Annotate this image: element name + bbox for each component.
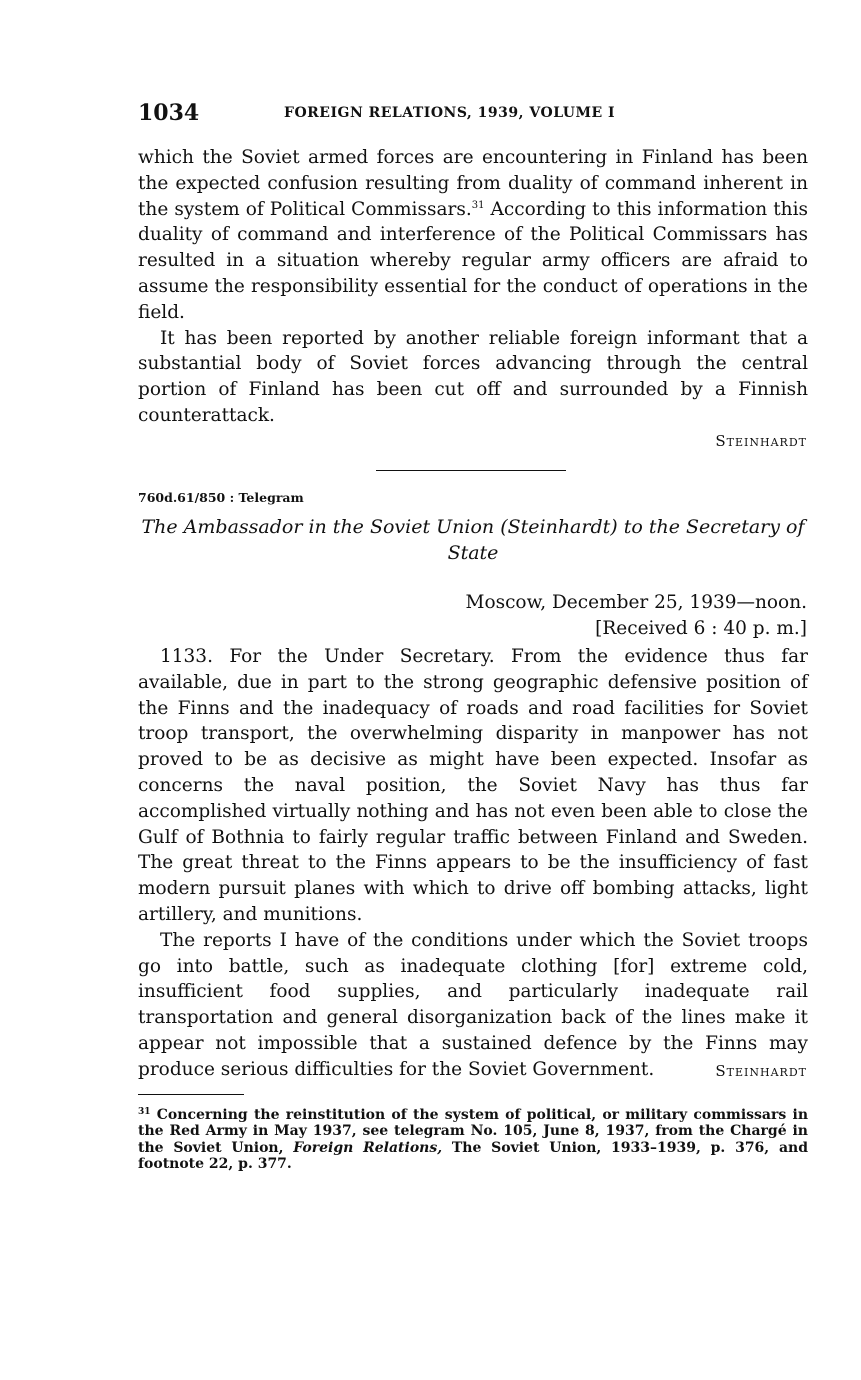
footnote-marker: 31 <box>138 1107 151 1117</box>
page-header <box>138 100 808 128</box>
section-divider <box>376 470 566 471</box>
section-1-body <box>138 145 808 429</box>
page-number: 1034 <box>138 100 200 126</box>
paragraph: The reports I have of the conditions under which the Soviet troops go into battle, such as inadequate clothing [for] extreme cold, insufficient food supplies, and particularly inadequate rail transportation and general disorganization back of the lines make it appear not impossible that a sustained defence by the Finns may produce serious difficulties for the Soviet Government. <box>138 929 808 1080</box>
footnote-reference: 31 <box>471 199 485 211</box>
paragraph-text: which the Soviet armed forces are encountering in Finland has been the expected confusion resulting from duality of command inherent in the system of Political Commissars. <box>138 147 808 220</box>
dateline: Moscow, December 25, 1939—noon. <box>465 592 807 613</box>
section-2-body <box>138 644 808 1083</box>
footnote-text: Concerning the reinstitution of the system of political, or military commissars in the Red Army in May 1937, see telegram No. 105, June 8, 1937, from the Chargé in the Soviet Union, <box>138 1107 808 1156</box>
signature: Steinhardt <box>715 1062 807 1080</box>
file-reference: 760d.61/850 : Telegram <box>138 490 304 505</box>
document-title: The Ambassador in the Soviet Union (Steinhardt) to the Secretary of State <box>141 516 805 564</box>
footnote <box>138 1104 808 1173</box>
footnote-text: The Soviet Union, 1933–1939, p. 376, and footnote 22, p. 377. <box>138 1139 808 1173</box>
received-line: [Received 6 : 40 p. m.] <box>595 617 807 639</box>
paragraph <box>138 145 808 326</box>
dateline-block <box>466 590 808 642</box>
paragraph: It has been reported by another reliable foreign informant that a substantial body of Soviet forces advancing through the central portion of Finland has been cut off and surrounded by a Finnish counterattack. <box>138 327 808 426</box>
paragraph: 1133. For the Under Secretary. From the evidence thus far available, due in part to the strong geographic defensive position of the Finns and the inadequacy of roads and road facilities for Soviet troop transport, the overwhelming disparity in manpower has not proved to be as decisive as might have been expected. Insofar as concerns the naval position, the Soviet Navy has thus far accomplished virtually nothing and has not even been able to close the Gulf of Bothnia to fairly regular traffic between Finland and Sweden. The great threat to the Finns appears to be the insufficiency of fast modern pursuit planes with which to drive off bombing attacks, light artillery, and munitions. <box>138 646 808 925</box>
signature: Steinhardt <box>715 432 807 450</box>
footnote-rule <box>138 1094 244 1095</box>
footnote-italic-text: Foreign Relations, <box>293 1139 443 1156</box>
running-head: FOREIGN RELATIONS, 1939, VOLUME I <box>284 105 616 121</box>
paragraph-text: According to this information this duality of command and interference of the Political Commissars has resulted in a situation whereby regular army officers are afraid to assume the responsibility essential for the conduct of operations in the field. <box>138 198 808 323</box>
